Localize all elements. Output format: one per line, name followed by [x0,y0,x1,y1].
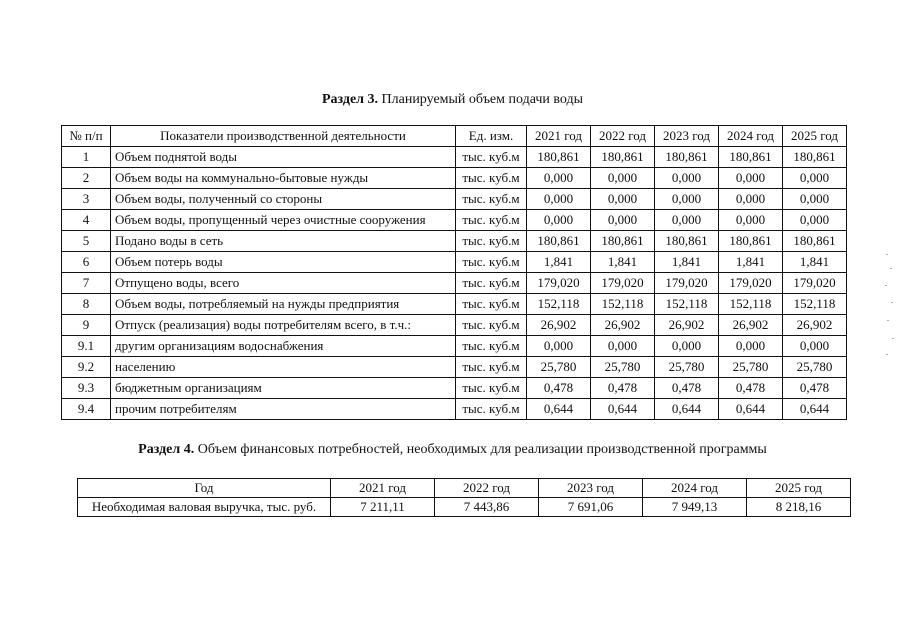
table-row [62,336,847,357]
row-unit: тыс. куб.м [456,336,527,357]
value-cell: 180,861 [783,231,847,252]
section3-title: Планируемый объем подачи воды [381,92,584,107]
scan-artifacts [884,250,896,370]
row-indicator: Объем потерь воды [111,252,456,273]
value-cell: 26,902 [655,315,719,336]
value-cell: 0,644 [591,399,655,420]
value-cell: 0,644 [783,399,847,420]
row-indicator: Объем поднятой воды [111,147,456,168]
value-cell: 0,478 [719,378,783,399]
value-cell: 0,000 [655,189,719,210]
row-number: 9.4 [62,399,111,420]
value-cell: 180,861 [591,147,655,168]
value-cell: 0,000 [591,336,655,357]
table-row [62,357,847,378]
row-indicator: Подано воды в сеть [111,231,456,252]
table-row [62,147,847,168]
value-cell: 0,478 [783,378,847,399]
row-unit: тыс. куб.м [456,147,527,168]
value-cell: 26,902 [527,315,591,336]
value-cell: 0,000 [783,168,847,189]
row-unit: тыс. куб.м [456,273,527,294]
value-cell: 0,644 [655,399,719,420]
row-number: 9.1 [62,336,111,357]
value-cell: 0,000 [719,189,783,210]
value-cell: 180,861 [783,147,847,168]
value-cell: 0,000 [655,210,719,231]
row-unit: тыс. куб.м [456,168,527,189]
header-year: 2023 год [539,479,643,498]
water-supply-table [61,125,847,420]
row-number: 9.2 [62,357,111,378]
table-row [62,378,847,399]
row-number: 5 [62,231,111,252]
value-cell: 180,861 [655,147,719,168]
row-number: 2 [62,168,111,189]
row-unit: тыс. куб.м [456,252,527,273]
table-row [62,294,847,315]
value-cell: 179,020 [783,273,847,294]
value-cell: 152,118 [527,294,591,315]
section3-heading [0,92,905,108]
value-cell: 25,780 [719,357,783,378]
row-number: 7 [62,273,111,294]
row-unit: тыс. куб.м [456,357,527,378]
header-year: 2021 год [331,479,435,498]
value-cell: 0,000 [527,168,591,189]
table-header-row [78,479,851,498]
table-row [62,189,847,210]
row-number: 9 [62,315,111,336]
row-indicator: Отпущено воды, всего [111,273,456,294]
value-cell: 179,020 [719,273,783,294]
value-cell: 180,861 [527,231,591,252]
value-cell: 0,000 [591,168,655,189]
table-row [62,252,847,273]
value-cell: 25,780 [783,357,847,378]
section3-label: Раздел 3. [321,92,379,107]
value-cell: 25,780 [527,357,591,378]
header-indicator: Показатели производственной деятельности [111,126,456,147]
value-cell: 0,000 [591,210,655,231]
value-cell: 152,118 [655,294,719,315]
header-year: 2025 год [747,479,851,498]
row-indicator: Объем воды, полученный со стороны [111,189,456,210]
table-header-row [62,126,847,147]
value-cell: 179,020 [527,273,591,294]
value-cell: 180,861 [719,231,783,252]
header-unit: Ед. изм. [456,126,527,147]
row-indicator: Объем воды, потребляемый на нужды предприятия [111,294,456,315]
table-row [78,498,851,517]
table-row [62,273,847,294]
row-number: 9.3 [62,378,111,399]
value-cell: 0,644 [527,399,591,420]
row-number: 1 [62,147,111,168]
table-row [62,315,847,336]
value-cell: 0,000 [655,168,719,189]
value-cell: 0,000 [719,210,783,231]
value-cell: 180,861 [591,231,655,252]
value-cell: 1,841 [527,252,591,273]
value-cell: 0,000 [527,189,591,210]
row-indicator: населению [111,357,456,378]
value-cell: 7 443,86 [435,498,539,517]
value-cell: 7 949,13 [643,498,747,517]
value-cell: 25,780 [591,357,655,378]
value-cell: 25,780 [655,357,719,378]
value-cell: 0,000 [527,210,591,231]
value-cell: 26,902 [591,315,655,336]
row-unit: тыс. куб.м [456,399,527,420]
value-cell: 1,841 [655,252,719,273]
value-cell: 179,020 [655,273,719,294]
table-row [62,231,847,252]
header-year-label: Год [78,479,331,498]
header-year: 2025 год [783,126,847,147]
row-number: 6 [62,252,111,273]
value-cell: 1,841 [783,252,847,273]
header-no: № п/п [62,126,111,147]
value-cell: 152,118 [783,294,847,315]
row-indicator: другим организациям водоснабжения [111,336,456,357]
row-unit: тыс. куб.м [456,210,527,231]
value-cell: 180,861 [719,147,783,168]
water-supply-table-body [62,147,847,420]
section4-label: Раздел 4. [138,442,195,457]
value-cell: 1,841 [719,252,783,273]
value-cell: 26,902 [783,315,847,336]
value-cell: 179,020 [591,273,655,294]
value-cell: 0,000 [719,168,783,189]
row-unit: тыс. куб.м [456,378,527,399]
value-cell: 0,000 [655,336,719,357]
header-year: 2023 год [655,126,719,147]
row-number: 8 [62,294,111,315]
row-indicator: Объем воды, пропущенный через очистные сооружения [111,210,456,231]
value-cell: 0,000 [527,336,591,357]
row-indicator: бюджетным организациям [111,378,456,399]
header-year: 2021 год [527,126,591,147]
table-row [62,168,847,189]
financial-needs-table [77,478,851,517]
value-cell: 0,000 [719,336,783,357]
value-cell: 152,118 [591,294,655,315]
row-indicator: Отпуск (реализация) воды потребителям всего, в т.ч.: [111,315,456,336]
row-unit: тыс. куб.м [456,189,527,210]
value-cell: 180,861 [655,231,719,252]
value-cell: 7 691,06 [539,498,643,517]
header-year: 2024 год [643,479,747,498]
value-cell: 0,478 [527,378,591,399]
value-cell: 0,478 [655,378,719,399]
table-row [62,210,847,231]
row-unit: тыс. куб.м [456,294,527,315]
section4-heading [0,442,905,458]
value-cell: 152,118 [719,294,783,315]
row-label: Необходимая валовая выручка, тыс. руб. [78,498,331,517]
value-cell: 0,644 [719,399,783,420]
row-number: 3 [62,189,111,210]
row-unit: тыс. куб.м [456,231,527,252]
header-year: 2024 год [719,126,783,147]
row-number: 4 [62,210,111,231]
row-indicator: прочим потребителям [111,399,456,420]
row-indicator: Объем воды на коммунально-бытовые нужды [111,168,456,189]
header-year: 2022 год [591,126,655,147]
row-unit: тыс. куб.м [456,315,527,336]
header-year: 2022 год [435,479,539,498]
value-cell: 8 218,16 [747,498,851,517]
value-cell: 0,478 [591,378,655,399]
value-cell: 0,000 [783,336,847,357]
section4-title: Объем финансовых потребностей, необходимых для реализации производственной программы [197,442,767,457]
value-cell: 7 211,11 [331,498,435,517]
value-cell: 26,902 [719,315,783,336]
table-row [62,399,847,420]
value-cell: 180,861 [527,147,591,168]
value-cell: 0,000 [783,189,847,210]
value-cell: 0,000 [591,189,655,210]
value-cell: 0,000 [783,210,847,231]
value-cell: 1,841 [591,252,655,273]
